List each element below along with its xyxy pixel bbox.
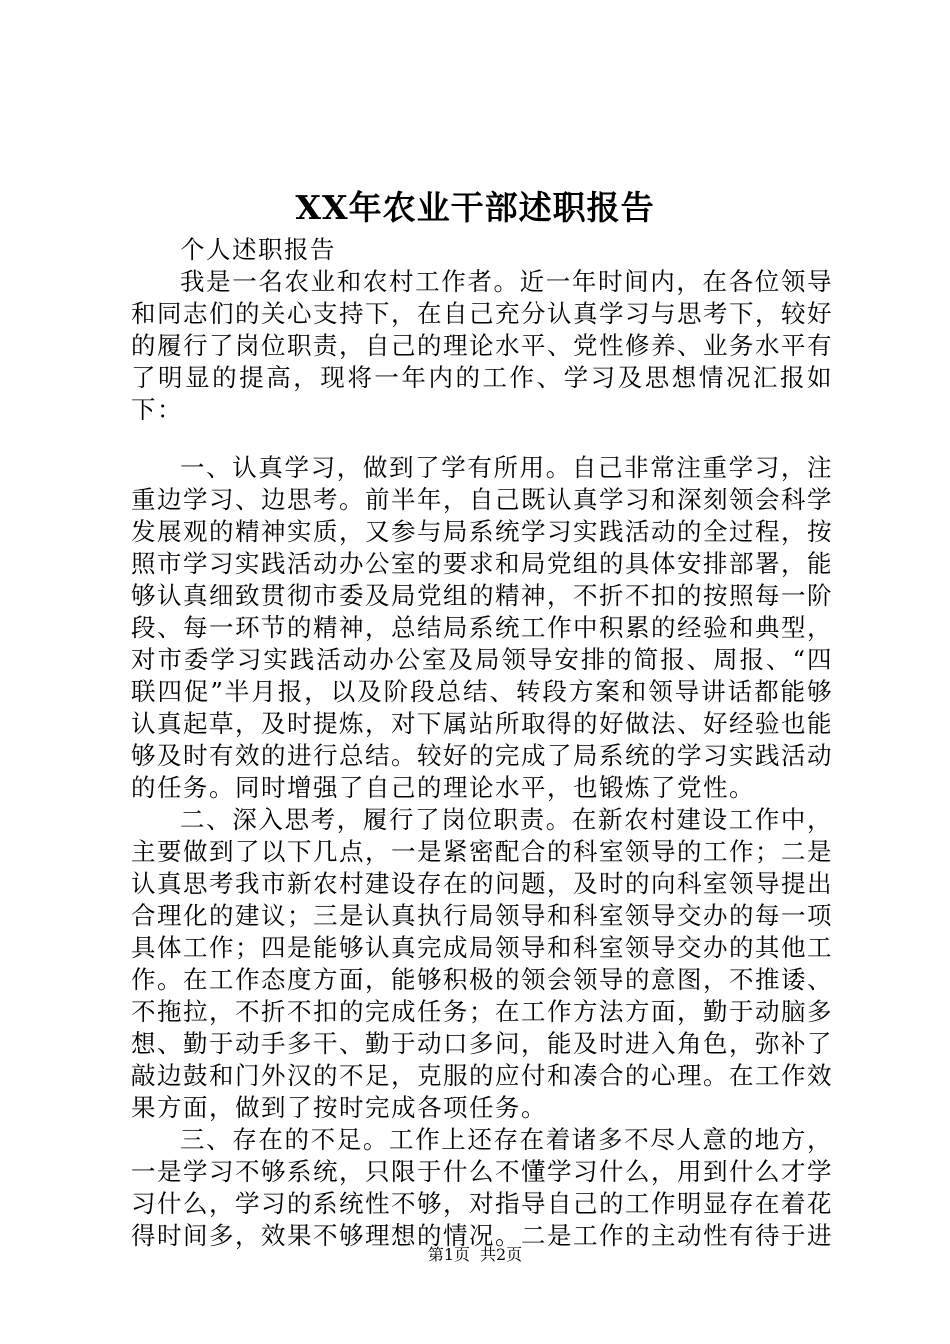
- document-title: XX年农业干部述职报告: [295, 188, 655, 227]
- document-body: [131, 234, 833, 1252]
- paragraph-subtitle: 个人述职报告: [180, 235, 336, 264]
- page-number-current: 第1页: [427, 1245, 470, 1264]
- paragraph-section-1: 一、认真学习，做到了学有所用。自己非常注重学习，注重边学习、边思考。前半年，自己既认真学习和深刻领会科学发展观的精神实质，又参与局系统学习实践活动的全过程，按照市学习实践活动办公室的要求和局党组的具体安排部署，能够认真细致贯彻市委及局党组的精神，不折不扣的按照每一阶段、每一环节的精神，总结局系统工作中积累的经验和典型，对市委学习实践活动办公室及局领导安排的简报、周报、“四联四促”半月报，以及阶段总结、转段方案和领导讲话都能够认真起草，及时提炼，对下属站所取得的好做法、好经验也能够及时有效的进行总结。较好的完成了局系统的学习实践活动的任务。同时增强了自己的理论水平，也锻炼了党性。: [131, 453, 833, 802]
- page-number-total: 共2页: [480, 1245, 523, 1264]
- paragraph-section-3: 三、存在的不足。工作上还存在着诸多不尽人意的地方，一是学习不够系统，只限于什么不懂学习什么，用到什么才学习什么，学习的系统性不够，对指导自己的工作明显存在着花得时间多，效果不够理想的情况。二是工作的主动性有待于进: [131, 1125, 833, 1250]
- page-footer: [0, 1244, 950, 1266]
- paragraph-intro: 我是一名农业和农村工作者。近一年时间内，在各位领导和同志们的关心支持下，在自己充分认真学习与思考下，较好的履行了岗位职责，自己的理论水平、党性修养、业务水平有了明显的提高，现将一年内的工作、学习及思想情况汇报如下：: [131, 267, 833, 424]
- paragraph-section-2: 二、深入思考，履行了岗位职责。在新农村建设工作中，主要做到了以下几点，一是紧密配合的科室领导的工作；二是认真思考我市新农村建设存在的问题，及时的向科室领导提出合理化的建议；三是认真执行局领导和科室领导交办的每一项具体工作；四是能够认真完成局领导和科室领导交办的其他工作。在工作态度方面，能够积极的领会领导的意图，不推诿、不拖拉，不折不扣的完成任务；在工作方法方面，勤于动脑多想、勤于动手多干、勤于动口多问，能及时进入角色，弥补了敲边鼓和门外汉的不足，克服的应付和凑合的心理。在工作效果方面，做到了按时完成各项任务。: [131, 805, 833, 1122]
